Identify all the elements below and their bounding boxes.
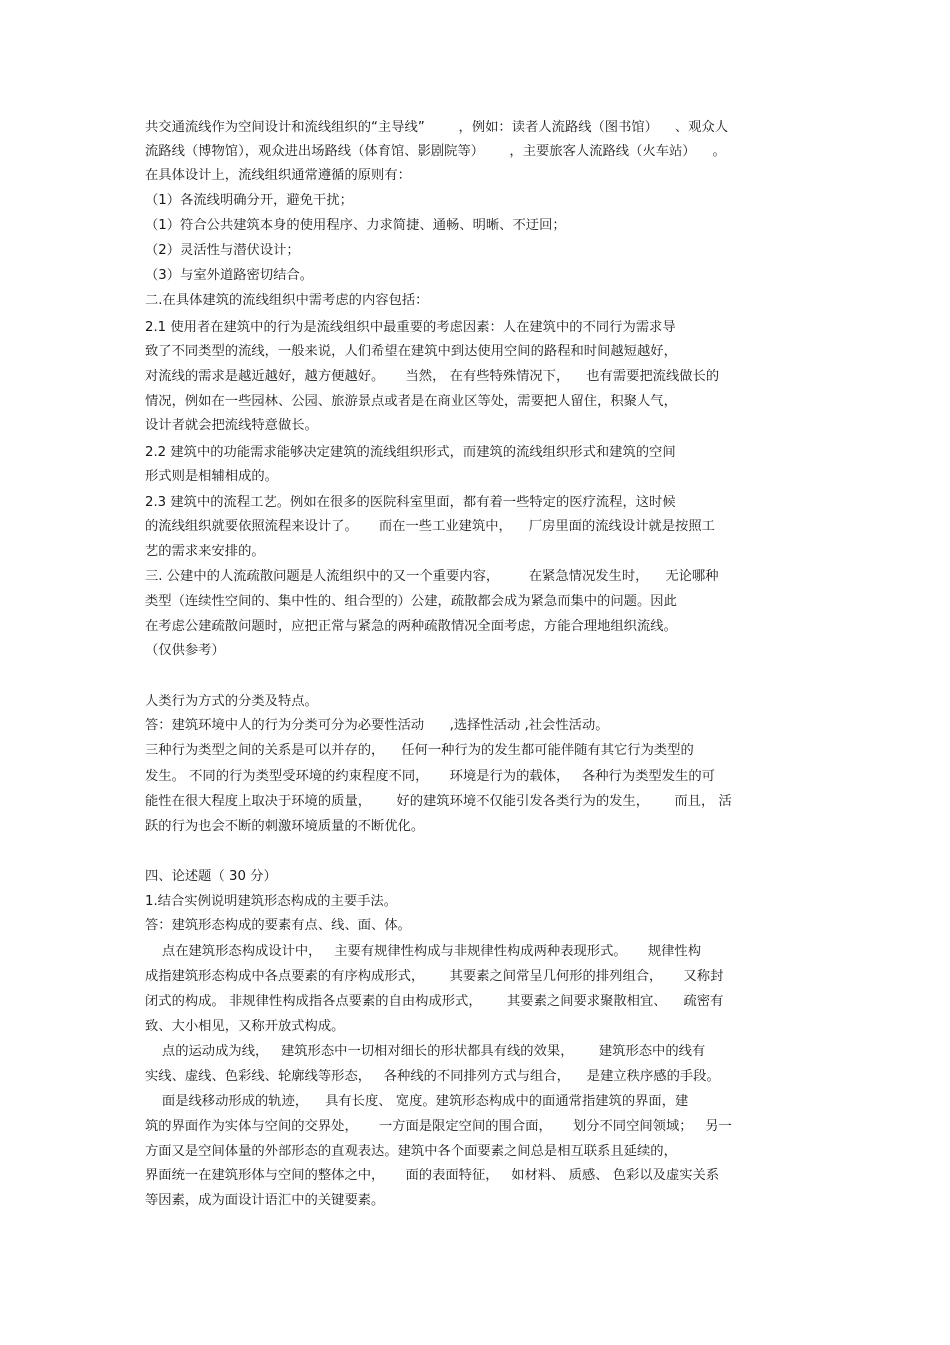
text-line: 对流线的需求是越近越好，越方便越好。 当然， 在有些特殊情况下， 也有需要把流线做长的: [145, 369, 720, 384]
text-line: 情况，例如在一些园林、公园、旅游景点或者是在商业区等处，需要把人留住，积聚人气，: [145, 394, 677, 409]
section-heading: 四、论述题（ 30 分）: [145, 869, 277, 884]
text-line: 艺的需求来安排的。: [145, 544, 265, 559]
text-line: 三种行为类型之间的关系是可以并存的， 任何一种行为的发生都可能伴随有其它行为类型的: [145, 743, 694, 758]
text-line: 流路线（博物馆），观众进出场路线（体育馆、影剧院等） ，主要旅客人流路线（火车站） 。: [145, 144, 726, 159]
section-heading: 二.在具体建筑的流线组织中需考虑的内容包括：: [145, 293, 429, 308]
text-line: 答：建筑形态构成的要素有点、线、面、体。: [145, 918, 411, 933]
text-line: 在具体设计上，流线组织通常遵循的原则有：: [145, 168, 411, 183]
text-line: 致、大小相见，又称开放式构成。: [145, 1019, 345, 1034]
text-line: 在考虑公建疏散问题时，应把正常与紧急的两种疏散情况全面考虑，方能合理地组织流线。: [145, 619, 677, 634]
text-line: （仅供参考）: [145, 643, 225, 658]
text-line: （1）各流线明确分开，避免干扰；: [145, 193, 353, 208]
text-line: 界面统一在建筑形体与空间的整体之中， 面的表面特征， 如材料、 质感、 色彩以及虚实关系: [145, 1168, 720, 1183]
question-title: 1.结合实例说明建筑形态构成的主要手法。: [145, 894, 398, 909]
text-line: 形式则是相辅相成的。: [145, 469, 278, 484]
text-line: 闭式的构成。 非规律性构成指各点要素的自由构成形式， 其要素之间要求聚散相宜、 疏密有: [145, 994, 724, 1009]
text-line: （2）灵活性与潜伏设计；: [145, 243, 300, 258]
text-line: 2.1 使用者在建筑中的行为是流线组织中最重要的考虑因素：人在建筑中的不同行为需求导: [145, 320, 676, 335]
text-line: 2.3 建筑中的流程工艺。例如在很多的医院科室里面，都有着一些特定的医疗流程，这时候: [145, 495, 676, 510]
text-line: 2.2 建筑中的功能需求能够决定建筑的流线组织形式，而建筑的流线组织形式和建筑的空间: [145, 445, 676, 460]
text-line: 筑的界面作为实体与空间的交界处， 一方面是限定空间的围合面， 划分不同空间领域； 另一: [145, 1119, 732, 1134]
text-line: 类型（连续性空间的、集中性的、组合型的）公建，疏散都会成为紧急而集中的问题。因此: [145, 594, 677, 609]
text-line: 实线、虚线、色彩线、轮廓线等形态， 各种线的不同排列方式与组合， 是建立秩序感的手段。: [145, 1069, 720, 1084]
text-line: 答：建筑环境中人的行为分类可分为必要性活动 ,选择性活动 ,社会性活动。: [145, 718, 609, 733]
text-line: 致了不同类型的流线，一般来说，人们希望在建筑中到达使用空间的路程和时间越短越好，: [145, 344, 677, 359]
text-line: 点的运动成为线， 建筑形态中一切相对细长的形状都具有线的效果， 建筑形态中的线有: [145, 1044, 706, 1059]
text-line: （1）符合公共建筑本身的使用程序、力求简捷、通畅、明晰、不迂回；: [145, 218, 566, 233]
text-line: 共交通流线作为空间设计和流线组织的“主导线” ，例如：读者人流路线（图书馆） 、观众人: [145, 120, 729, 135]
text-line: 发生。 不同的行为类型受环境的约束程度不同， 环境是行为的载体， 各种行为类型发生的可: [145, 769, 715, 784]
text-line: 方面又是空间体量的外部形态的直观表达。建筑中各个面要素之间总是相互联系且延续的，: [145, 1144, 677, 1159]
text-line: 点在建筑形态构成设计中， 主要有规律性构成与非规律性构成两种表现形式。 规律性构: [145, 944, 702, 959]
text-line: 能性在很大程度上取决于环境的质量， 好的建筑环境不仅能引发各类行为的发生， 而且， 活: [145, 794, 732, 809]
question-title: 人类行为方式的分类及特点。: [145, 694, 318, 709]
text-line: 的流线组织就要依照流程来设计了。 而在一些工业建筑中， 厂房里面的流线设计就是按照工: [145, 519, 715, 534]
section-heading: 三. 公建中的人流疏散问题是人流组织中的又一个重要内容， 在紧急情况发生时， 无论哪种: [145, 569, 719, 584]
text-line: 设计者就会把流线特意做长。: [145, 418, 318, 433]
text-line: 等因素，成为面设计语汇中的关键要素。: [145, 1193, 385, 1208]
text-line: 成指建筑形态构成中各点要素的有序构成形式， 其要素之间常呈几何形的排列组合， 又称封: [145, 969, 724, 984]
text-line: 跃的行为也会不断的刺激环境质量的不断优化。: [145, 819, 425, 834]
text-line: 面是线移动形成的轨迹， 具有长度、 宽度。建筑形态构成中的面通常指建筑的界面，建: [145, 1094, 689, 1109]
text-line: （3）与室外道路密切结合。: [145, 268, 314, 283]
